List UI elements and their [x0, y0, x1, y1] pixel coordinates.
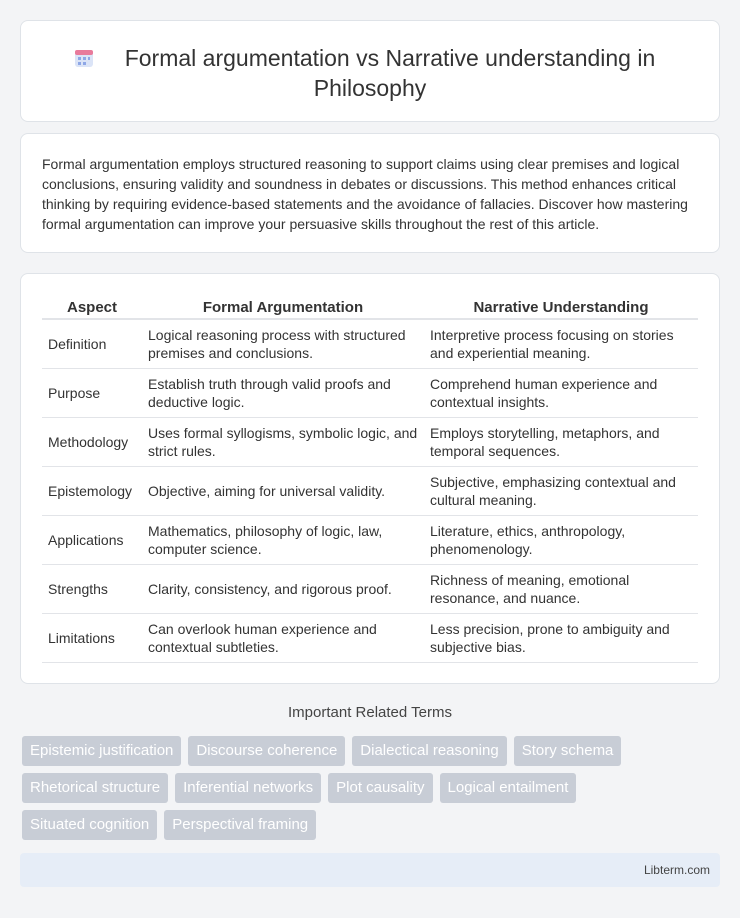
- comparison-card: [20, 273, 720, 684]
- footer: [20, 853, 720, 887]
- formal-cell: Objective, aiming for universal validity.: [142, 467, 424, 516]
- term-tag[interactable]: Perspectival framing: [164, 810, 316, 840]
- term-tag[interactable]: Epistemic justification: [22, 736, 181, 766]
- page-title-line2: Philosophy: [313, 75, 427, 101]
- title-card: [20, 20, 720, 122]
- intro-card: [20, 133, 720, 253]
- aspect-cell: Limitations: [42, 614, 142, 663]
- aspect-cell: Strengths: [42, 565, 142, 614]
- term-tag[interactable]: Inferential networks: [175, 773, 321, 803]
- aspect-cell: Purpose: [42, 369, 142, 418]
- formal-cell: Logical reasoning process with structured premises and conclusions.: [142, 320, 424, 369]
- formal-cell: Establish truth through valid proofs and deductive logic.: [142, 369, 424, 418]
- term-row: [22, 736, 722, 766]
- formal-cell: Clarity, consistency, and rigorous proof.: [142, 565, 424, 614]
- related-terms-title: Important Related Terms: [288, 704, 452, 721]
- intro-paragraph: Formal argumentation employs structured reasoning to support claims using clear premises and logical conclusions, ensuring validity and soundness in debates or discussions. This method enhances critical thinking by requiring evidence-based statements and the avoidance of fallacies. Discover how mastering formal argumentation can improve your persuasive skills throughout the rest of this article.: [42, 156, 688, 232]
- table-row: [42, 369, 698, 418]
- narrative-cell: Richness of meaning, emotional resonance, and nuance.: [424, 565, 698, 614]
- table-row: [42, 516, 698, 565]
- narrative-cell: Literature, ethics, anthropology, phenomenology.: [424, 516, 698, 565]
- table-row: [42, 565, 698, 614]
- page-title-line1: Formal argumentation vs Narrative understanding in: [124, 45, 656, 71]
- aspect-cell: Applications: [42, 516, 142, 565]
- term-row: [22, 810, 722, 840]
- header-aspect: Aspect: [42, 294, 142, 320]
- header-narrative: Narrative Understanding: [424, 294, 698, 320]
- aspect-cell: Methodology: [42, 418, 142, 467]
- header-formal: Formal Argumentation: [142, 294, 424, 320]
- table-row: [42, 418, 698, 467]
- page-title: [21, 43, 719, 103]
- narrative-cell: Less precision, prone to ambiguity and subjective bias.: [424, 614, 698, 663]
- term-tag[interactable]: Situated cognition: [22, 810, 157, 840]
- narrative-cell: Comprehend human experience and contextual insights.: [424, 369, 698, 418]
- narrative-cell: Subjective, emphasizing contextual and cultural meaning.: [424, 467, 698, 516]
- term-row: [22, 773, 722, 803]
- comparison-table: [42, 294, 698, 663]
- term-tag[interactable]: Logical entailment: [440, 773, 577, 803]
- term-tag[interactable]: Discourse coherence: [188, 736, 345, 766]
- related-terms: [22, 736, 722, 847]
- table-row: [42, 320, 698, 369]
- table-row: [42, 614, 698, 663]
- table-row: [42, 467, 698, 516]
- term-tag[interactable]: Dialectical reasoning: [352, 736, 506, 766]
- term-tag[interactable]: Rhetorical structure: [22, 773, 168, 803]
- aspect-cell: Epistemology: [42, 467, 142, 516]
- narrative-cell: Employs storytelling, metaphors, and temporal sequences.: [424, 418, 698, 467]
- narrative-cell: Interpretive process focusing on stories and experiential meaning.: [424, 320, 698, 369]
- footer-brand-link[interactable]: Libterm.com: [643, 863, 710, 877]
- term-tag[interactable]: Plot causality: [328, 773, 432, 803]
- formal-cell: Uses formal syllogisms, symbolic logic, and strict rules.: [142, 418, 424, 467]
- term-tag[interactable]: Story schema: [514, 736, 622, 766]
- formal-cell: Mathematics, philosophy of logic, law, computer science.: [142, 516, 424, 565]
- formal-cell: Can overlook human experience and contextual subtleties.: [142, 614, 424, 663]
- aspect-cell: Definition: [42, 320, 142, 369]
- table-header-row: [42, 294, 698, 320]
